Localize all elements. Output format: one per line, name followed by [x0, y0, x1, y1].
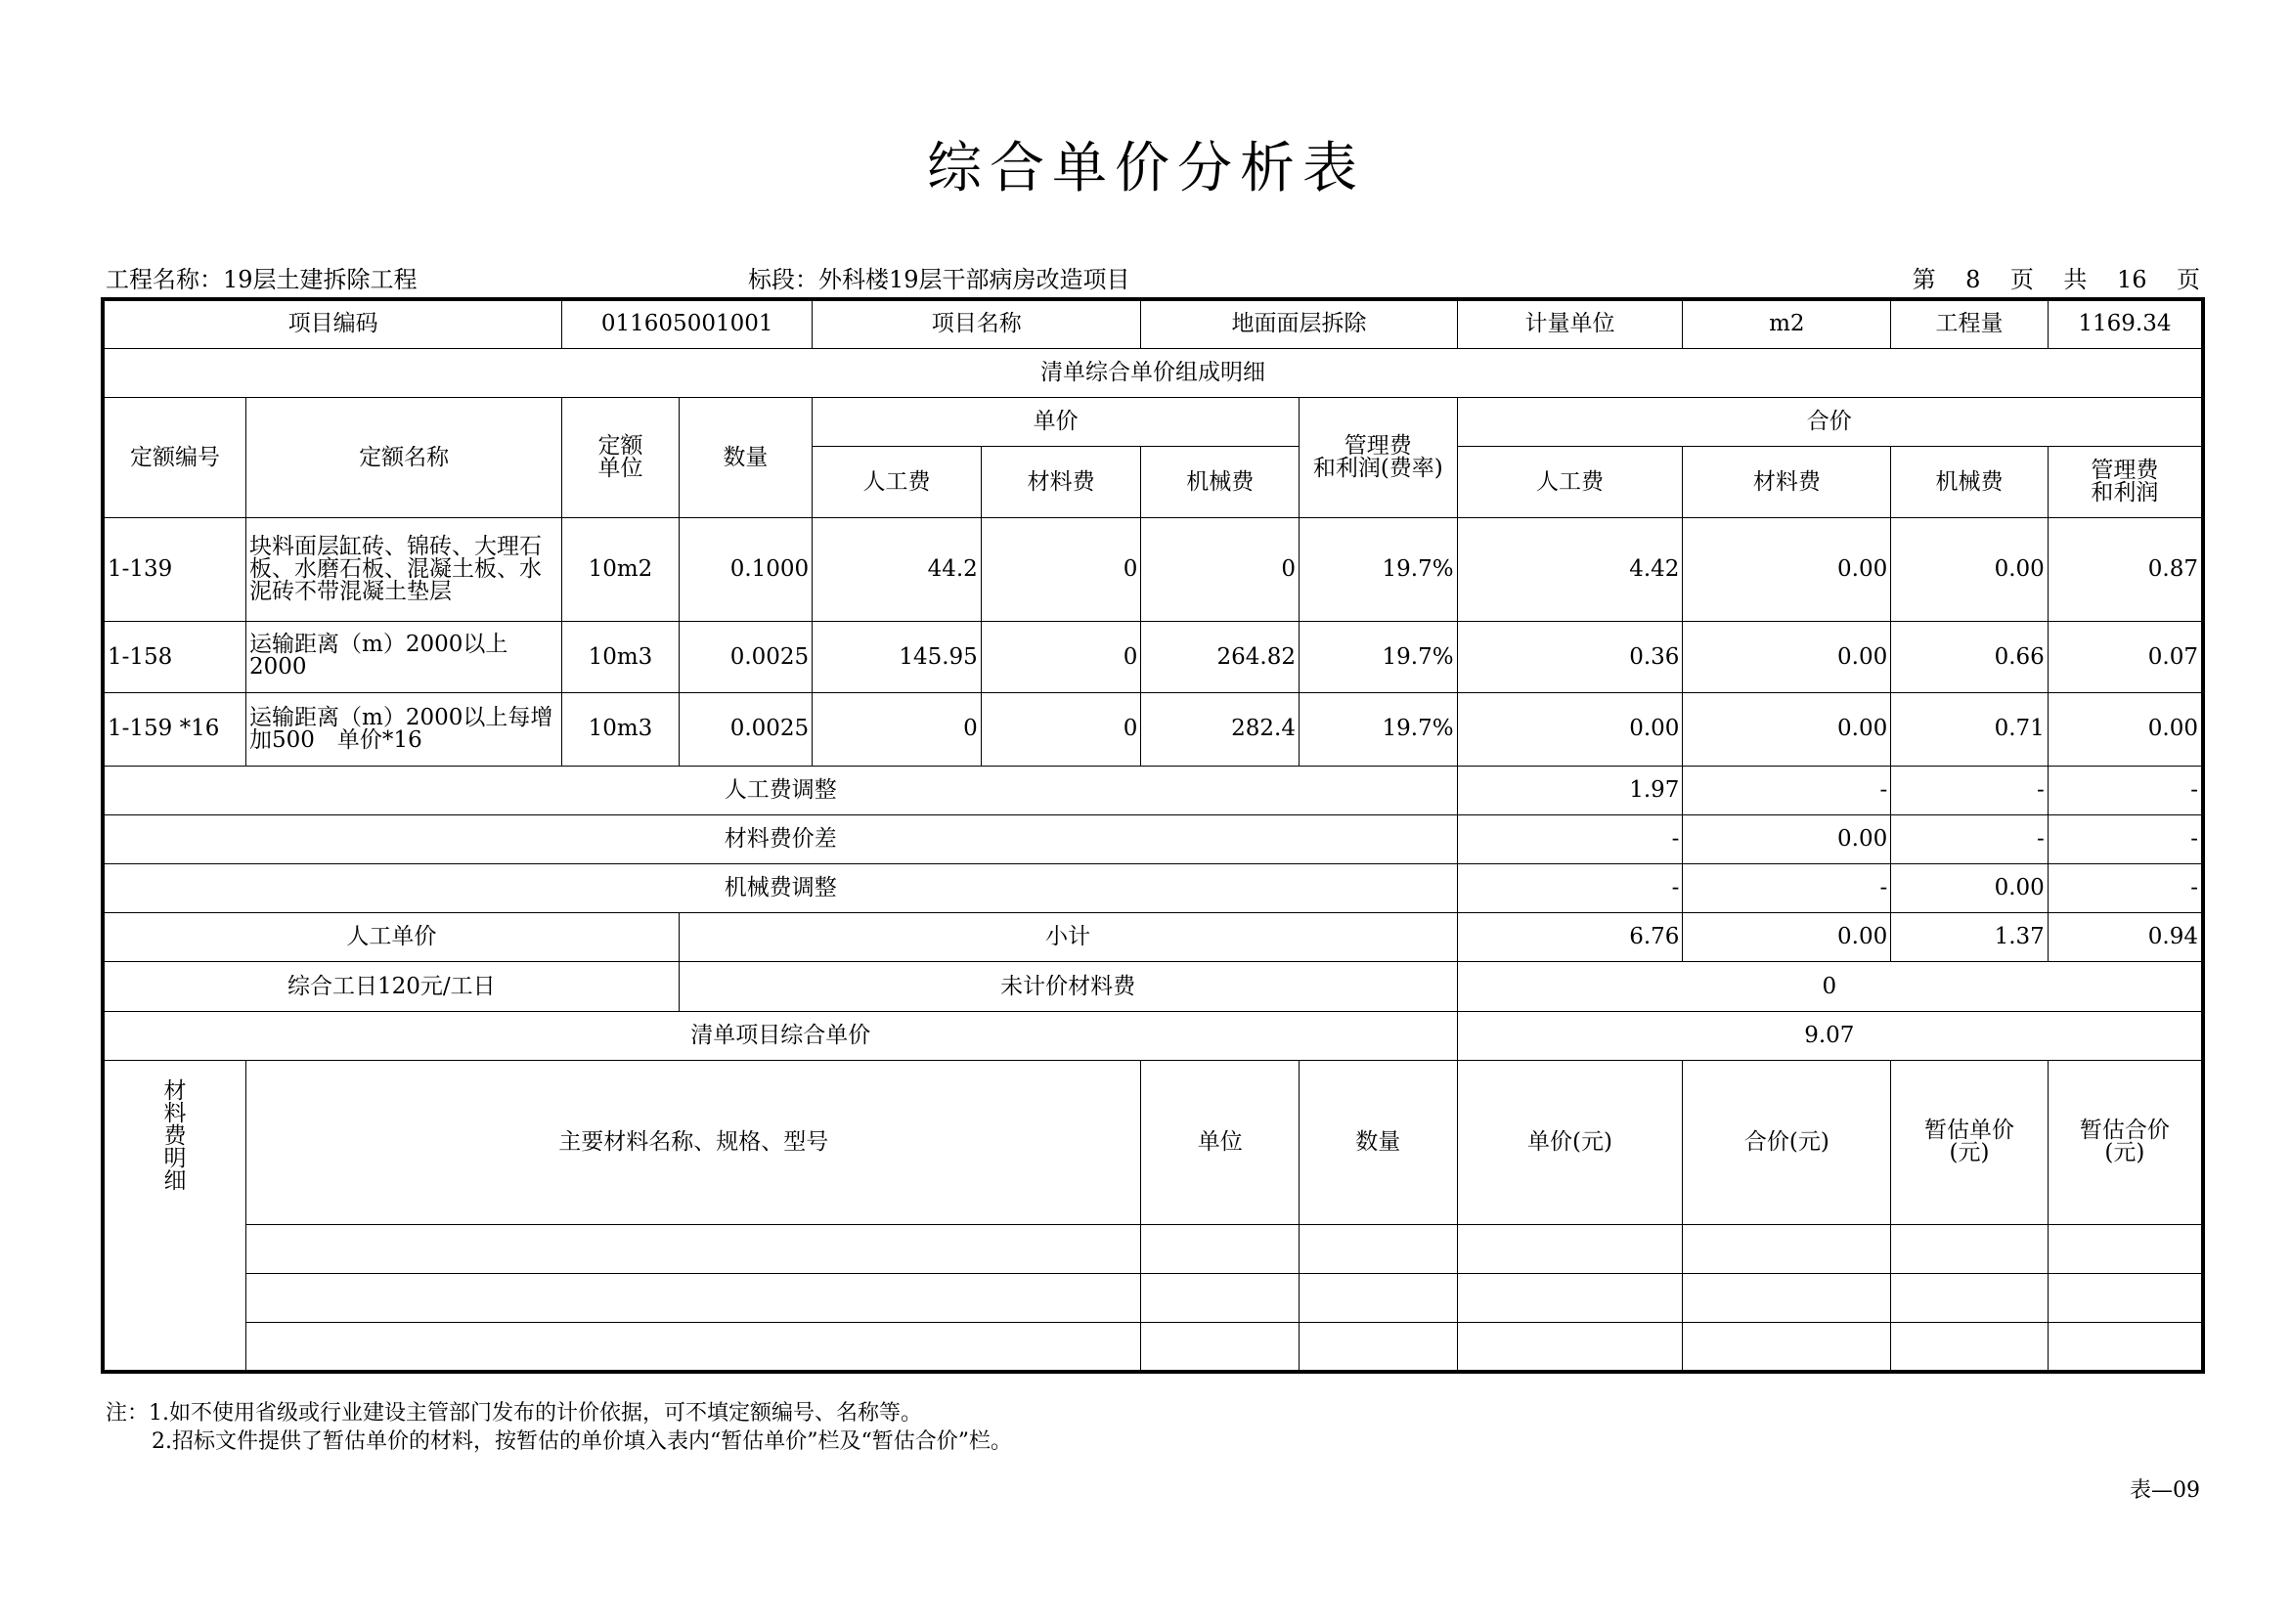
form-number: 表—09 [2130, 1478, 2200, 1503]
material-diff-row [103, 814, 2203, 863]
page-title: 综合单价分析表 [927, 137, 1365, 200]
item-code: 011605001001 [562, 299, 813, 348]
row-unit: 10m2 [562, 518, 679, 621]
row-total-mgmt: 0.07 [2048, 621, 2203, 692]
unpriced-row [103, 962, 2203, 1011]
row-code: 1-139 [103, 518, 246, 621]
row-labor: 145.95 [813, 621, 982, 692]
row-material: 0 [981, 621, 1141, 692]
materials-name-col: 主要材料名称、规格、型号 [246, 1060, 1141, 1224]
materials-est-price-col: 暂估单价 (元) [1891, 1060, 2049, 1224]
note-2: 2.招标文件提供了暂估单价的材料，按暂估的单价填入表内“暂估单价”栏及“暂估合价”栏。 [152, 1428, 1012, 1454]
empty-cell [1891, 1273, 2049, 1322]
side-char: 料 [163, 1100, 187, 1126]
col-quota-code: 定额编号 [103, 397, 246, 518]
col-mgmt-rate: 管理费 和利润(费率) [1300, 397, 1458, 518]
unpriced-label: 未计价材料费 [679, 962, 1457, 1011]
row-machine: 0 [1141, 518, 1300, 621]
row-total-labor: 0.36 [1457, 621, 1683, 692]
row-code: 1-159 *16 [103, 693, 246, 766]
project-name: 工程名称：19层土建拆除工程 [106, 266, 418, 293]
col-quota-name: 定额名称 [246, 397, 562, 518]
row-total-machine: 0.00 [1891, 518, 2049, 621]
page-total: 16 [2116, 266, 2147, 293]
materials-price-col: 单价(元) [1457, 1060, 1683, 1224]
empty-cell [246, 1273, 1141, 1322]
table-row [103, 693, 2203, 766]
row-rate: 19.7% [1300, 693, 1458, 766]
empty-cell [1300, 1323, 1458, 1372]
empty-cell [1891, 1224, 2049, 1273]
row-rate: 19.7% [1300, 621, 1458, 692]
subtotal-mgmt: 0.94 [2048, 913, 2203, 962]
item-unit: m2 [1683, 299, 1891, 348]
row-total-labor: 0.00 [1457, 693, 1683, 766]
labor-price-label: 人工单价 [103, 913, 679, 962]
col-unit-price: 单价 [813, 397, 1300, 446]
page-label-3: 共 [2063, 266, 2088, 293]
row-code: 1-158 [103, 621, 246, 692]
materials-est-total-col: 暂估合价 (元) [2048, 1060, 2203, 1224]
row-total-mgmt: 0.00 [2048, 693, 2203, 766]
empty-cell [1300, 1273, 1458, 1322]
empty-cell [1141, 1224, 1300, 1273]
material-diff-mgmt: - [2048, 814, 2203, 863]
row-material: 0 [981, 518, 1141, 621]
composite-row [103, 1011, 2203, 1060]
empty-cell [2048, 1323, 2203, 1372]
row-labor: 44.2 [813, 518, 982, 621]
row-qty: 0.1000 [679, 518, 813, 621]
materials-total-col: 合价(元) [1683, 1060, 1891, 1224]
empty-cell [1457, 1323, 1683, 1372]
subtotal-machine: 1.37 [1891, 913, 2049, 962]
row-machine: 282.4 [1141, 693, 1300, 766]
empty-cell [1683, 1323, 1891, 1372]
item-qty: 1169.34 [2048, 299, 2203, 348]
side-char: 费 [163, 1122, 187, 1149]
row-qty: 0.0025 [679, 693, 813, 766]
machine-adjust-material: - [1683, 864, 1891, 913]
empty-cell [1891, 1323, 2049, 1372]
materials-empty-row [103, 1224, 2203, 1273]
col-total-labor: 人工费 [1457, 447, 1683, 518]
item-name-label: 项目名称 [813, 299, 1141, 348]
row-qty: 0.0025 [679, 621, 813, 692]
row-total-material: 0.00 [1683, 621, 1891, 692]
labor-adjust-material: - [1683, 766, 1891, 814]
row-rate: 19.7% [1300, 518, 1458, 621]
materials-qty-col: 数量 [1300, 1060, 1458, 1224]
page-label-2: 页 [2009, 266, 2034, 293]
composite-value: 9.07 [1457, 1011, 2203, 1060]
subtotal-label: 小计 [679, 913, 1457, 962]
row-total-material: 0.00 [1683, 518, 1891, 621]
page-indicator [1913, 260, 2200, 294]
side-char: 材 [163, 1077, 187, 1104]
materials-unit-col: 单位 [1141, 1060, 1300, 1224]
empty-cell [1683, 1224, 1891, 1273]
machine-adjust-labor: - [1457, 864, 1683, 913]
note-1: 注：1.如不使用省级或行业建设主管部门发布的计价依据，可不填定额编号、名称等。 [106, 1401, 922, 1426]
materials-side-label [103, 1060, 246, 1372]
col-quantity: 数量 [679, 397, 813, 518]
analysis-table [101, 297, 2205, 1374]
empty-cell [1300, 1224, 1458, 1273]
row-name: 运输距离（m）2000以上每增加500 单价*16 [246, 693, 562, 766]
composite-label: 清单项目综合单价 [103, 1011, 1457, 1060]
row-machine: 264.82 [1141, 621, 1300, 692]
detail-title: 清单综合单价组成明细 [103, 348, 2203, 397]
item-name: 地面面层拆除 [1141, 299, 1457, 348]
labor-adjust-machine: - [1891, 766, 2049, 814]
material-diff-labor: - [1457, 814, 1683, 863]
row-name: 运输距离（m）2000以上2000 [246, 621, 562, 692]
machine-adjust-machine: 0.00 [1891, 864, 2049, 913]
col-total-machine: 机械费 [1891, 447, 2049, 518]
labor-adjust-labor: 1.97 [1457, 766, 1683, 814]
row-unit: 10m3 [562, 621, 679, 692]
col-quota-unit: 定额 单位 [562, 397, 679, 518]
labor-adjust-mgmt: - [2048, 766, 2203, 814]
labor-rate: 综合工日120元/工日 [103, 962, 679, 1011]
empty-cell [1141, 1273, 1300, 1322]
empty-cell [2048, 1273, 2203, 1322]
labor-adjust-label: 人工费调整 [103, 766, 1457, 814]
detail-title-row [103, 348, 2203, 397]
table-row [103, 621, 2203, 692]
row-unit: 10m3 [562, 693, 679, 766]
empty-cell [246, 1323, 1141, 1372]
subtotal-labor: 6.76 [1457, 913, 1683, 962]
notes [106, 1400, 1012, 1456]
empty-cell [246, 1224, 1141, 1273]
column-header-row-1 [103, 397, 2203, 446]
section-name: 标段：外科楼19层干部病房改造项目 [748, 266, 1130, 293]
col-machine: 机械费 [1141, 447, 1300, 518]
materials-empty-row [103, 1273, 2203, 1322]
empty-cell [2048, 1224, 2203, 1273]
col-labor: 人工费 [813, 447, 982, 518]
labor-adjust-row [103, 766, 2203, 814]
materials-empty-row [103, 1323, 2203, 1372]
item-qty-label: 工程量 [1891, 299, 2049, 348]
subtotal-row [103, 913, 2203, 962]
row-material: 0 [981, 693, 1141, 766]
item-unit-label: 计量单位 [1457, 299, 1683, 348]
side-char: 明 [163, 1145, 187, 1171]
unpriced-value: 0 [1457, 962, 2203, 1011]
item-row [103, 299, 2203, 348]
page-label-1: 第 [1912, 266, 1936, 293]
table-row [103, 518, 2203, 621]
machine-adjust-row [103, 864, 2203, 913]
row-total-material: 0.00 [1683, 693, 1891, 766]
side-char: 细 [163, 1167, 187, 1194]
item-code-label: 项目编码 [103, 299, 562, 348]
empty-cell [1457, 1273, 1683, 1322]
empty-cell [1457, 1224, 1683, 1273]
material-diff-label: 材料费价差 [103, 814, 1457, 863]
empty-cell [1141, 1323, 1300, 1372]
page-label-4: 页 [2177, 266, 2200, 293]
empty-cell [1683, 1273, 1891, 1322]
machine-adjust-mgmt: - [2048, 864, 2203, 913]
materials-header-row [103, 1060, 2203, 1224]
row-total-machine: 0.71 [1891, 693, 2049, 766]
row-total-machine: 0.66 [1891, 621, 2049, 692]
page-number: 8 [1965, 266, 1981, 293]
col-total-material: 材料费 [1683, 447, 1891, 518]
row-labor: 0 [813, 693, 982, 766]
col-material: 材料费 [981, 447, 1141, 518]
machine-adjust-label: 机械费调整 [103, 864, 1457, 913]
row-total-labor: 4.42 [1457, 518, 1683, 621]
row-total-mgmt: 0.87 [2048, 518, 2203, 621]
col-total-price: 合价 [1457, 397, 2203, 446]
row-name: 块料面层缸砖、锦砖、大理石板、水磨石板、混凝土板、水泥砖不带混凝土垫层 [246, 518, 562, 621]
col-total-mgmt: 管理费 和利润 [2048, 447, 2203, 518]
subtotal-material: 0.00 [1683, 913, 1891, 962]
material-diff-material: 0.00 [1683, 814, 1891, 863]
material-diff-machine: - [1891, 814, 2049, 863]
